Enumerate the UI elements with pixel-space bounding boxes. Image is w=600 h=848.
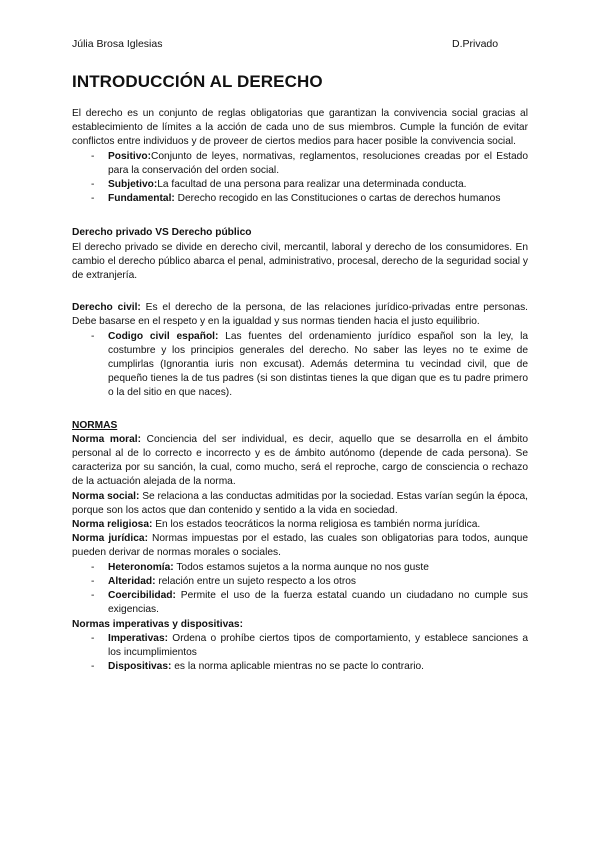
list-item: - Fundamental: Derecho recogido en las Constituciones o cartas de derechos humanos [91, 193, 501, 205]
header-subject: D.Privado [452, 38, 499, 50]
section-normas [72, 419, 528, 675]
intro-list [72, 150, 528, 207]
norma-moral: Norma moral: Conciencia del ser individual, es decir, aquello que se desarrolla en el ámbito personal al de lo correcto e incorrecto y es de ámbito autónomo (depende de cada persona). Se caracteriza por su sanción, la cual, como mucho, será el reproche, cargo de consciencia o rechazo de la actuación alejada de la norma. [72, 433, 529, 488]
section-heading: Derecho privado VS Derecho público [72, 227, 252, 239]
civil-list [72, 330, 528, 401]
list-item: - Alteridad: relación entre un sujeto respecto a los otros [91, 575, 357, 587]
document-body [72, 72, 528, 674]
section-privado-publico [72, 226, 528, 283]
imperativas-heading: Normas imperativas y dispositivas: [72, 618, 243, 630]
section-civil [72, 301, 528, 400]
norma-juridica: Norma jurídica: Normas impuestas por el estado, las cuales son obligatorias para todos, aunque pueden derivar de normas morales o sociales. [72, 533, 529, 559]
imperativas-list [72, 632, 528, 675]
section-paragraph: El derecho privado se divide en derecho civil, mercantil, laboral y derecho de los consumidores. En cambio el derecho público abarca el penal, administrativo, procesal, derecho de la seguridad social y de extranjería. [72, 241, 528, 282]
list-item: - Codigo civil español: Las fuentes del ordenamiento jurídico español son la ley, la costumbre y los principios generales del derecho. No saber las leyes no te exime de cumplirlas (Ignorantia iuris non excusat). Además determina tu vecindad civil, que de pequeño tienes la de tus padres (si son distintas tienes la que digan que es tu padre primero o la del sitio en que naces). [91, 330, 528, 399]
header-author: Júlia Brosa Iglesias [72, 38, 163, 50]
list-item: - Positivo:Conjunto de leyes, normativas, reglamentos, resoluciones creadas por el Estado para la conservación del orden social. [91, 150, 528, 176]
intro-paragraph: El derecho es un conjunto de reglas obligatorias que garantizan la convivencia social gracias al establecimiento de límites a la acción de cada uno de sus miembros. Cumple la función de evitar conflictos entre individuos y de proveer de ciertos medios para hacer posible la convivencia social. [72, 108, 528, 148]
section-paragraph: Derecho civil: Es el derecho de la persona, de las relaciones jurídico-privadas entre personas. Debe basarse en el respeto y en la igualdad y sus normas tienden hacia el justo equilibrio. [72, 302, 528, 328]
list-item: - Heteronomía: Todos estamos sujetos a la norma aunque no nos guste [91, 561, 429, 573]
list-item: - Dispositivas: es la norma aplicable mientras no se pacte lo contrario. [91, 661, 424, 673]
section-heading: NORMAS [72, 419, 118, 431]
page-title: INTRODUCCIÓN AL DERECHO [72, 72, 323, 91]
list-item: - Coercibilidad: Permite el uso de la fuerza estatal cuando un ciudadano no cumple sus exigencias. [91, 590, 528, 616]
list-item: - Imperativas: Ordena o prohíbe ciertos tipos de comportamiento, y establece sanciones a los incumplimientos [91, 632, 528, 658]
norma-religiosa: Norma religiosa: En los estados teocráticos la norma religiosa es también norma jurídica. [72, 519, 481, 531]
juridica-list [72, 561, 528, 618]
norma-social: Norma social: Se relaciona a las conductas admitidas por la sociedad. Estas varían según la época, porque son los actos que dan contenido y sentido a la vida en sociedad. [72, 490, 528, 516]
list-item: - Subjetivo:La facultad de una persona para realizar una determinada conducta. [91, 179, 467, 191]
